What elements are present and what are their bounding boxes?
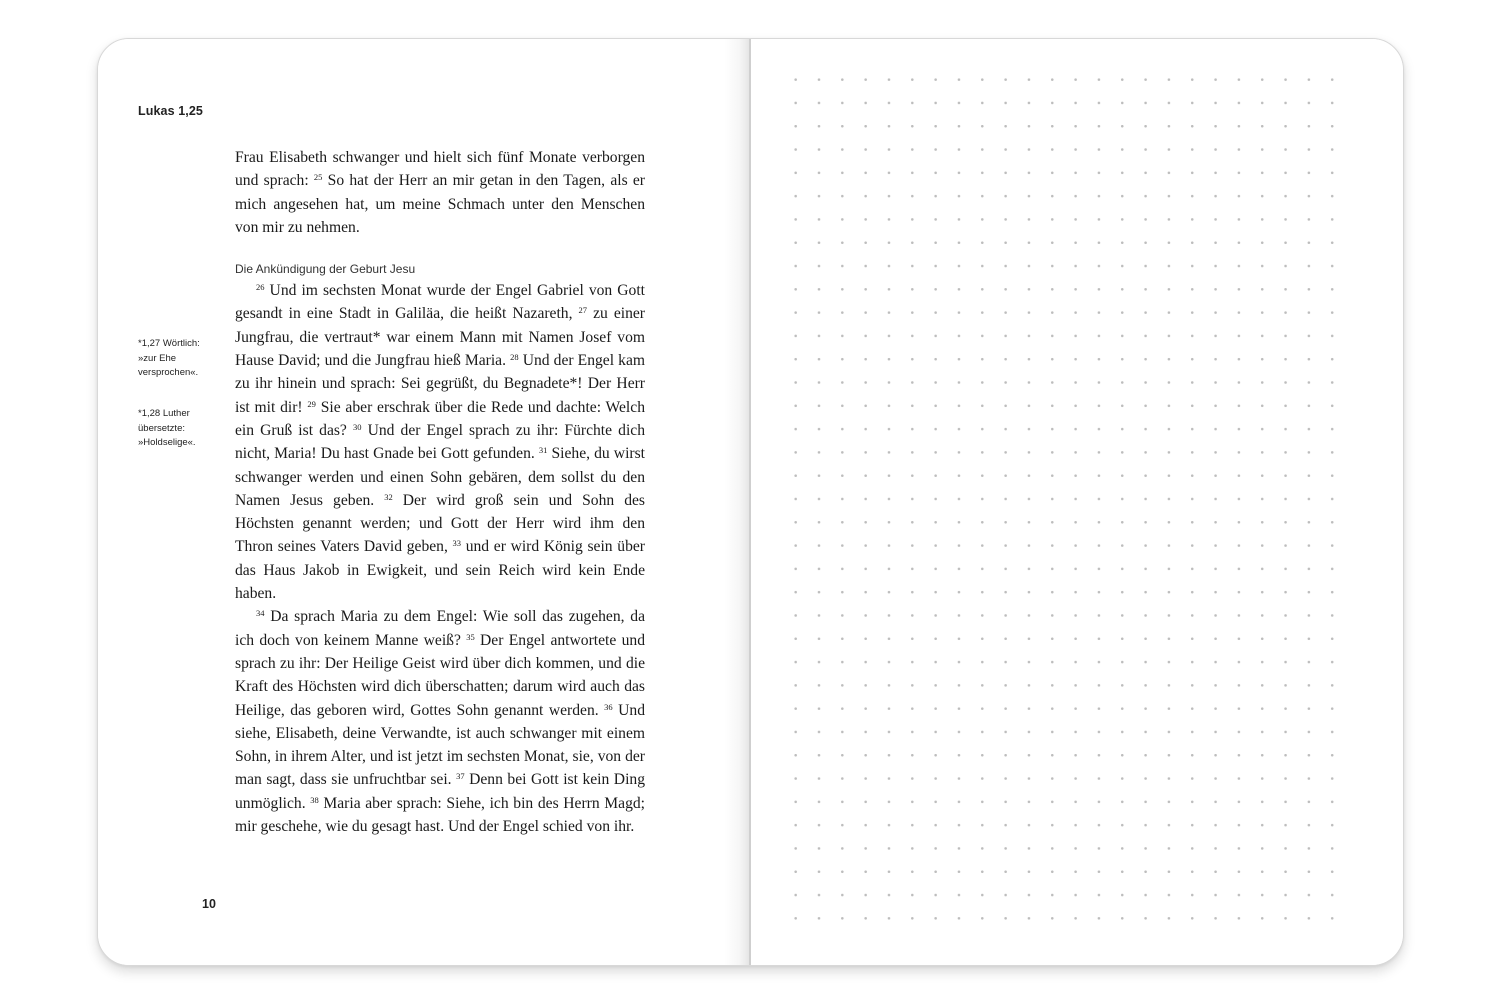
verse-number: 36	[604, 701, 613, 712]
verse-text: Und im sechsten Monat wurde der Engel Gabriel von Gott gesandt in eine Stadt in Galiläa, die heißt Nazareth,	[235, 282, 645, 323]
verse-number: 31	[538, 445, 548, 456]
verse-text: Und der Engel sprach zu ihr: Fürchte dich nicht, Maria! Du hast Gnade bei Gott gefunden.	[235, 421, 645, 463]
verse-number: 38	[310, 794, 319, 805]
left-page	[98, 39, 750, 965]
running-head: Lukas 1,25	[138, 104, 203, 118]
verse-text: Frau Elisabeth schwanger und hielt sich fünf Monate verborgen und sprach:	[235, 149, 645, 190]
verse-number: 28	[510, 352, 519, 363]
verse-text: Und siehe, Elisabeth, deine Verwandte, ist auch schwanger mit einem Sohn, in ihrem Alter, und ist jetzt im sechsten Monat, sie, von der man sagt, dass sie unfruchtbar sei.	[235, 701, 645, 789]
verse-text: Sie aber erschrak über die Rede und dachte: Welch ein Gruß ist das?	[235, 398, 645, 439]
verse-text: zu einer Jungfrau, die vertraut* war einem Mann mit Namen Josef vom Hause David; und die Jungfrau hieß Maria.	[235, 305, 645, 370]
paragraph-3	[235, 605, 645, 838]
dot-grid-pattern	[784, 68, 1344, 928]
verse-number: 34	[256, 608, 265, 619]
page-number: 10	[202, 897, 216, 911]
section-heading: Die Ankündigung der Geburt Jesu	[235, 262, 416, 277]
verse-number: 30	[352, 421, 362, 432]
footnote-1-28: *1,28 Luther übersetzte: »Holdselige«.	[138, 408, 196, 448]
verse-number: 26	[256, 282, 265, 293]
verse-text: Da sprach Maria zu dem Engel: Wie soll das zugehen, da ich doch von keinem Manne weiß?	[235, 608, 645, 649]
verse-number: 33	[452, 538, 462, 549]
verse-text: Denn bei Gott ist kein Ding unmöglich.	[235, 771, 645, 812]
verse-text: Der wird groß sein und Sohn des Höchsten genannt werden; und Gott der Herr wird ihm den Thron seines Vaters David geben,	[235, 491, 646, 556]
paragraph-2	[235, 279, 645, 605]
verse-text: Maria aber sprach: Siehe, ich bin des Herrn Magd; mir geschehe, wie du gesagt hast. Und der Engel schied von ihr.	[235, 794, 645, 836]
verse-number: 27	[578, 305, 588, 316]
scripture-text	[235, 146, 645, 838]
verse-text: Und der Engel kam zu ihr hinein und sprach: Sei gegrüßt, du Begnadete*! Der Herr ist mit dir!	[235, 352, 645, 416]
spine-divider	[749, 39, 751, 965]
footnote-1-27: *1,27 Wörtlich: »zur Ehe versprochen«.	[138, 338, 200, 378]
verse-text: So hat der Herr an mir getan in den Tagen, als er mich angesehen hat, um meine Schmach unter den Menschen von mir zu nehmen.	[235, 172, 645, 236]
verse-number: 25	[313, 172, 323, 183]
spine-shadow	[724, 39, 750, 965]
verse-number: 37	[456, 771, 465, 782]
verse-text: Der Engel antwortete und sprach zu ihr: Der Heilige Geist wird über dich kommen, und die Kraft des Höchsten wird dich überschatten; darum wird auch das Heilige, das geboren wird, Gottes Sohn genannt werden.	[235, 631, 645, 719]
verse-number: 29	[307, 398, 316, 409]
open-book	[97, 38, 1404, 966]
paragraph-1	[235, 146, 645, 239]
verse-number: 35	[466, 631, 475, 642]
verse-number: 32	[384, 491, 393, 502]
verse-text: und er wird König sein über das Haus Jakob in Ewigkeit, und sein Reich wird kein Ende haben.	[235, 538, 645, 603]
verse-text: Siehe, du wirst schwanger werden und einen Sohn gebären, dem sollst du den Namen Jesus geben.	[235, 445, 645, 509]
